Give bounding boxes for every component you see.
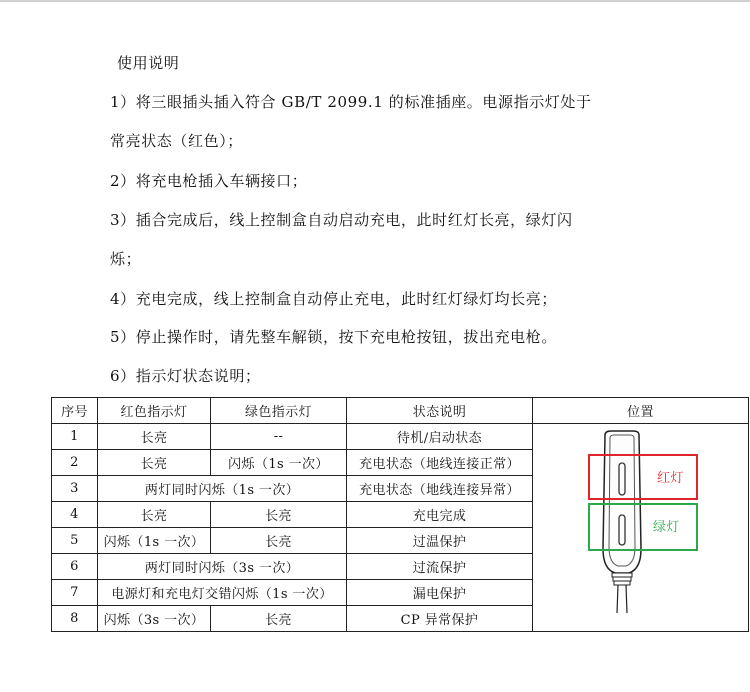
row-number: 6 [52, 554, 98, 580]
status-cell: 漏电保护 [347, 580, 533, 606]
page-top-border [0, 0, 750, 2]
green-light-cell: 闪烁（1s 一次） [211, 450, 347, 476]
status-cell: 待机/启动状态 [347, 424, 533, 450]
row-number: 3 [52, 476, 98, 502]
status-cell: 充电完成 [347, 502, 533, 528]
red-light-label: 红灯 [657, 471, 684, 486]
row-number: 5 [52, 528, 98, 554]
row-number: 4 [52, 502, 98, 528]
red-light-cell: 长亮 [98, 424, 211, 450]
instruction-line-8: 6）指示灯状态说明； [110, 367, 261, 385]
status-cell: 过流保护 [347, 554, 533, 580]
red-light-cell: 长亮 [98, 502, 211, 528]
instruction-line-5: 烁； [110, 250, 142, 268]
green-light-cell: -- [211, 424, 347, 450]
red-light-cell: 长亮 [98, 450, 211, 476]
indicator-status-table [51, 397, 749, 632]
status-cell: 过温保护 [347, 528, 533, 554]
table-row [52, 424, 749, 450]
row-number: 2 [52, 450, 98, 476]
both-lights-cell: 电源灯和充电灯交错闪烁（1s 一次） [98, 580, 347, 606]
both-lights-cell: 两灯同时闪烁（1s 一次） [98, 476, 347, 502]
status-cell: CP 异常保护 [347, 606, 533, 632]
header-status: 状态说明 [347, 398, 533, 424]
instruction-line-1: 1）将三眼插头插入符合 GB/T 2099.1 的标准插座。电源指示灯处于 [110, 93, 592, 111]
instruction-line-2: 常亮状态（红色）； [110, 132, 243, 150]
green-light-cell: 长亮 [211, 606, 347, 632]
instruction-line-4: 3）插合完成后，线上控制盒自动启动充电，此时红灯长亮，绿灯闪 [110, 211, 573, 229]
header-position: 位置 [533, 398, 749, 424]
green-light-label: 绿灯 [653, 520, 680, 535]
row-number: 1 [52, 424, 98, 450]
red-light-cell: 闪烁（3s 一次） [98, 606, 211, 632]
status-cell: 充电状态（地线连接异常） [347, 476, 533, 502]
header-red-light: 红色指示灯 [98, 398, 211, 424]
instruction-line-7: 5）停止操作时，请先整车解锁，按下充电枪按钮，拔出充电枪。 [110, 328, 557, 346]
header-green-light: 绿色指示灯 [211, 398, 347, 424]
row-number: 7 [52, 580, 98, 606]
both-lights-cell: 两灯同时闪烁（3s 一次） [98, 554, 347, 580]
manual-heading: 使用说明 [117, 54, 180, 72]
table-header-row [52, 398, 749, 424]
red-light-cell: 闪烁（1s 一次） [98, 528, 211, 554]
header-number: 序号 [52, 398, 98, 424]
control-box-figure [577, 429, 713, 613]
instruction-line-6: 4）充电完成，线上控制盒自动停止充电，此时红灯绿灯均长亮； [110, 290, 557, 308]
green-light-cell: 长亮 [211, 528, 347, 554]
green-light-cell: 长亮 [211, 502, 347, 528]
status-cell: 充电状态（地线连接正常） [347, 450, 533, 476]
row-number: 8 [52, 606, 98, 632]
instruction-line-3: 2）将充电枪插入车辆接口； [110, 172, 308, 190]
position-figure-cell [533, 424, 749, 632]
control-box-illustration [603, 431, 641, 613]
